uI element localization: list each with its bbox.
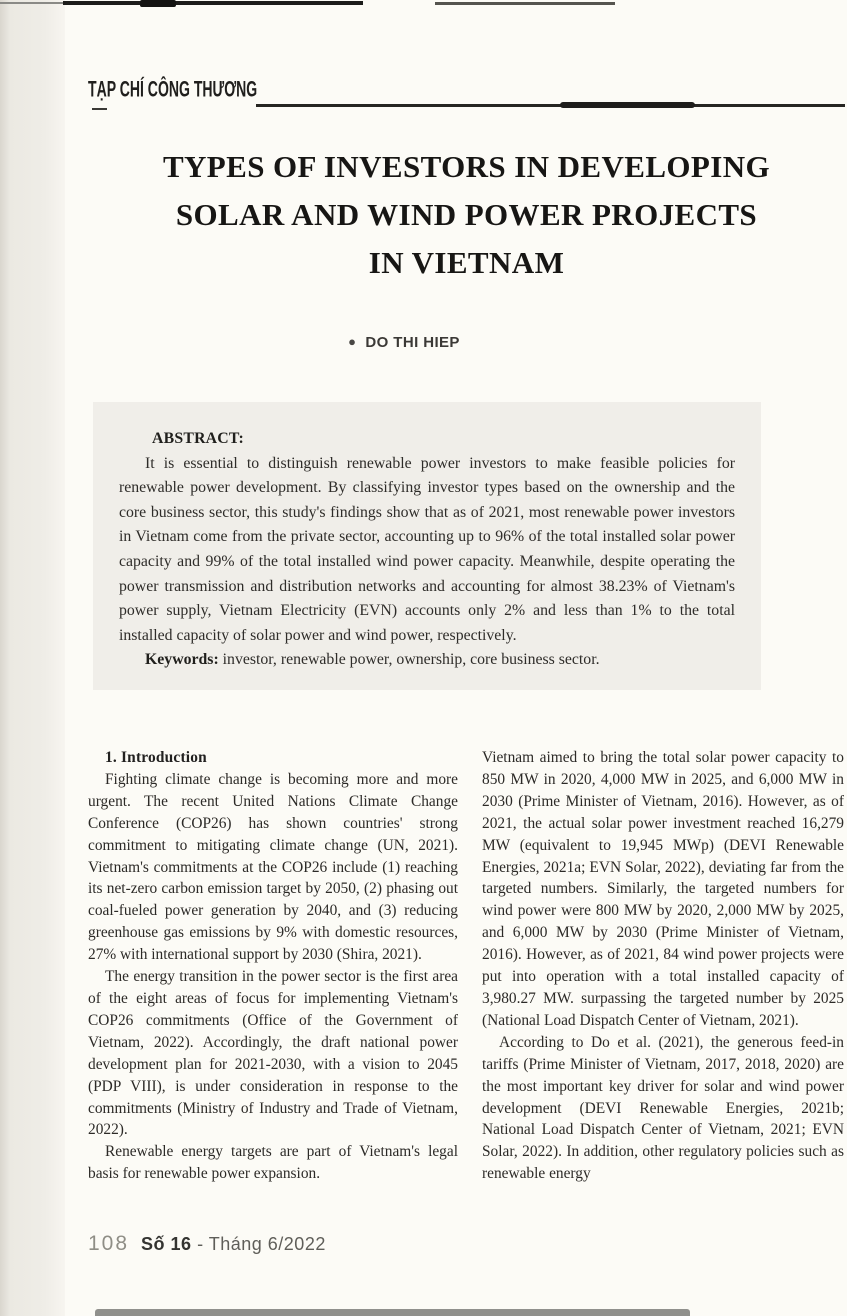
- abstract-body: It is essential to distinguish renewable power investors to make feasible policies for renewable power development. By classifying investor types based on the ownership and the core business sector, this study's findings show that as of 2021, most renewable power investors in Vietnam come from the private sector, accounting up to 96% of the total installed solar power capacity and 99% of the total installed wind power capacity. Meanwhile, despite operating the power transmission and distribution networks and accounting for almost 38.23% of Vietnam's power supply, Vietnam Electricity (EVN) accounts only 2% and less than 1% to the total installed capacity of solar power and wind power, respectively.: [119, 454, 735, 644]
- title-line-1: TYPES OF INVESTORS IN DEVELOPING: [162, 149, 771, 184]
- author-bullet-icon: ●: [348, 334, 357, 349]
- paragraph: According to Do et al. (2021), the generous feed-in tariffs (Prime Minister of Vietnam, 2017, 2018, 2020) are the most important key driver for solar and wind power development (DEVI Renewable Energies, 2021b; National Load Dispatch Center of Vietnam, 2021; EVN Solar, 2022). In addition, other regulatory policies such as renewable energy: [482, 1033, 844, 1183]
- paragraph: Renewable energy targets are part of Vietnam's legal basis for renewable power expansion.: [88, 1143, 458, 1183]
- journal-name: TẠP CHÍ CÔNG THƯƠNG: [88, 77, 258, 102]
- title-line-3: IN VIETNAM: [368, 245, 565, 280]
- keywords-label: Keywords:: [145, 651, 219, 669]
- page-footer: [88, 1232, 326, 1256]
- scan-artifact-line: [63, 1, 363, 5]
- issue-date: - Tháng 6/2022: [191, 1234, 326, 1254]
- scan-artifact-line: [0, 2, 65, 4]
- header-rule: [256, 104, 845, 107]
- abstract-section: [93, 402, 761, 690]
- abstract-heading: ABSTRACT:: [152, 430, 244, 447]
- author-name: DO THI HIEP: [365, 334, 460, 351]
- scan-artifact-bottom-bar: [95, 1309, 690, 1316]
- title-line-2: SOLAR AND WIND POWER PROJECTS: [175, 197, 758, 232]
- page-title: [88, 143, 845, 287]
- body-column-left: [88, 747, 458, 1185]
- abstract-keywords: [119, 648, 735, 673]
- header-rule-dash: [92, 108, 107, 110]
- paragraph: The energy transition in the power sector is the first area of the eight areas of focus for implementing Vietnam's COP26 commitments (Office of the Government of Vietnam, 2022). Accordingly, the draft national power development plan for 2021-2030, with a vision to 2045 (PDP VIII), is under consideration in response to the commitments (Ministry of Industry and Trade of Vietnam, 2022).: [88, 968, 458, 1139]
- page-number: 108: [88, 1232, 130, 1255]
- section-heading-introduction: 1. Introduction: [105, 749, 207, 766]
- issue-label: Số 16: [141, 1234, 192, 1254]
- body-column-right: [482, 747, 844, 1185]
- scan-artifact-line: [435, 2, 615, 5]
- paragraph: Vietnam aimed to bring the total solar power capacity to 850 MW in 2020, 4,000 MW in 2025, and 6,000 MW in 2030 (Prime Minister of Vietnam, 2016). However, as of 2021, the actual solar power investment reached 16,279 MW (equivalent to 19,945 MWp) (DEVI Renewable Energies, 2021a; EVN Solar, 2022), deviating far from the targeted numbers. Similarly, the targeted numbers for wind power were 800 MW by 2020, 2,000 MW by 2025, and 6,000 MW by 2030 (Prime Minister of Vietnam, 2016). However, as of 2021, 84 wind power projects were put into operation with a total installed capacity of 3,980.27 MW. surpassing the targeted number by 2025 (National Load Dispatch Center of Vietnam, 2021).: [482, 749, 844, 1029]
- header-rule-blob: [560, 102, 695, 108]
- paragraph: Fighting climate change is becoming more and more urgent. The recent United Nations Climate Change Conference (COP26) has shown countries' strong commitment to mitigating climate change (UN, 2021). Vietnam's commitments at the COP26 include (1) reaching its net-zero carbon emission target by 2050, (2) phasing out coal-fueled power generation by 2040, and (3) reducing greenhouse gas emissions by 9% with domestic resources, 27% with international support by 2030 (Shira, 2021).: [88, 770, 458, 964]
- keywords-text: investor, renewable power, ownership, core business sector.: [218, 651, 600, 669]
- author-line: [88, 334, 720, 351]
- scan-artifact-blob: [140, 0, 176, 7]
- scan-edge-strip: [0, 0, 65, 1316]
